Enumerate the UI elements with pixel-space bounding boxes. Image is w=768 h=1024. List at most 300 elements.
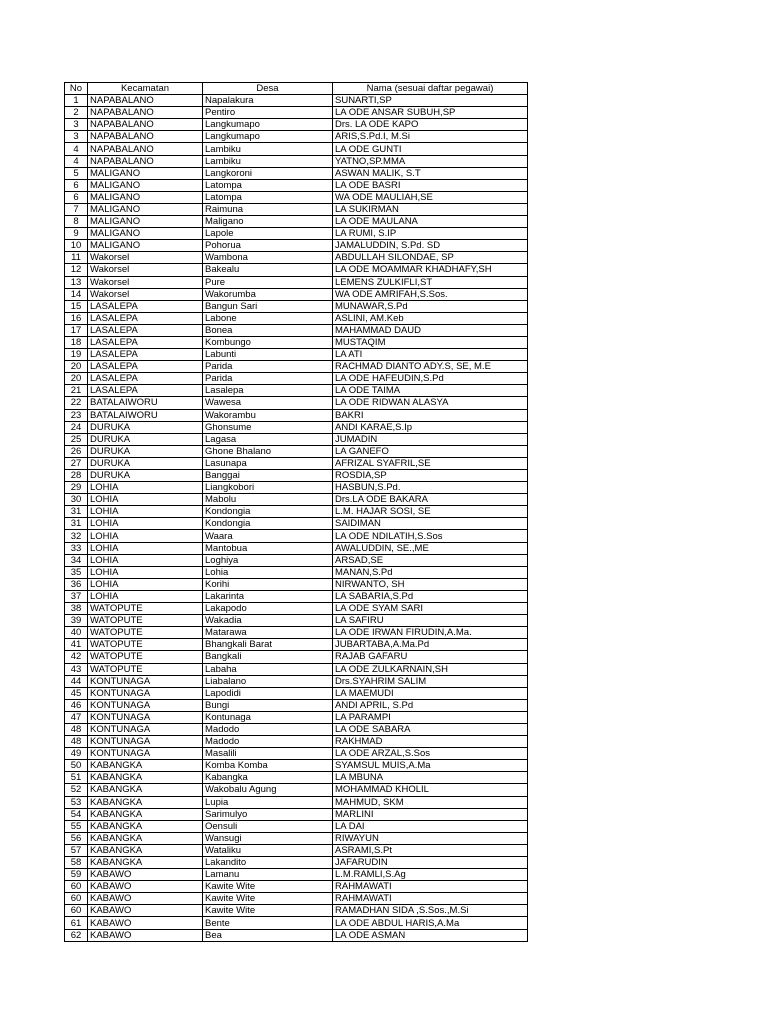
cell-no: 39 [65, 615, 88, 627]
cell-desa: Lakandito [203, 857, 333, 869]
cell-no: 43 [65, 663, 88, 675]
table-row [65, 276, 528, 288]
cell-no: 31 [65, 518, 88, 530]
cell-desa: Kawite Wite [203, 905, 333, 917]
cell-desa: Wansugi [203, 832, 333, 844]
cell-kecamatan: WATOPUTE [88, 639, 203, 651]
cell-kecamatan: LOHIA [88, 506, 203, 518]
cell-no: 13 [65, 276, 88, 288]
cell-nama: LA ODE ARZAL,S.Sos [333, 748, 528, 760]
cell-desa: Madodo [203, 736, 333, 748]
cell-desa: Matarawa [203, 627, 333, 639]
cell-nama: Drs.SYAHRIM SALIM [333, 675, 528, 687]
cell-kecamatan: LASALEPA [88, 300, 203, 312]
cell-nama: LA SUKIRMAN [333, 203, 528, 215]
table-row [65, 663, 528, 675]
cell-no: 14 [65, 288, 88, 300]
cell-no: 36 [65, 578, 88, 590]
cell-no: 20 [65, 373, 88, 385]
cell-no: 21 [65, 385, 88, 397]
cell-kecamatan: KABAWO [88, 881, 203, 893]
cell-nama: MOHAMMAD KHOLIL [333, 784, 528, 796]
cell-desa: Wawesa [203, 397, 333, 409]
cell-desa: Lamanu [203, 869, 333, 881]
cell-kecamatan: LASALEPA [88, 385, 203, 397]
cell-kecamatan: LOHIA [88, 494, 203, 506]
table-row [65, 264, 528, 276]
table-row [65, 651, 528, 663]
cell-no: 32 [65, 530, 88, 542]
cell-nama: LA PARAMPI [333, 711, 528, 723]
header-nama: Nama (sesuai daftar pegawai) [333, 83, 528, 95]
table-row [65, 711, 528, 723]
cell-kecamatan: WATOPUTE [88, 603, 203, 615]
header-row [65, 83, 528, 95]
table-row [65, 820, 528, 832]
cell-kecamatan: LOHIA [88, 578, 203, 590]
cell-no: 51 [65, 772, 88, 784]
cell-nama: WA ODE AMRIFAH,S.Sos. [333, 288, 528, 300]
cell-desa: Wataliku [203, 844, 333, 856]
cell-kecamatan: NAPABALANO [88, 107, 203, 119]
table-row [65, 506, 528, 518]
cell-desa: Lakapodo [203, 603, 333, 615]
cell-kecamatan: KONTUNAGA [88, 736, 203, 748]
cell-no: 48 [65, 723, 88, 735]
table-row [65, 191, 528, 203]
cell-kecamatan: KABAWO [88, 869, 203, 881]
table-row [65, 409, 528, 421]
cell-desa: Kombungo [203, 336, 333, 348]
cell-nama: LA ODE SYAM SARI [333, 603, 528, 615]
table-row [65, 179, 528, 191]
cell-kecamatan: BATALAIWORU [88, 397, 203, 409]
cell-nama: LEMENS ZULKIFLI,ST [333, 276, 528, 288]
cell-nama: AFRIZAL SYAFRIL,SE [333, 457, 528, 469]
cell-desa: Pure [203, 276, 333, 288]
cell-no: 30 [65, 494, 88, 506]
table-row [65, 324, 528, 336]
cell-kecamatan: KABANGKA [88, 857, 203, 869]
table-row [65, 433, 528, 445]
cell-desa: Sarimulyo [203, 808, 333, 820]
cell-kecamatan: KONTUNAGA [88, 687, 203, 699]
cell-kecamatan: WATOPUTE [88, 627, 203, 639]
table-row [65, 143, 528, 155]
cell-kecamatan: LASALEPA [88, 361, 203, 373]
table-row [65, 542, 528, 554]
cell-desa: Langkumapo [203, 131, 333, 143]
cell-kecamatan: NAPABALANO [88, 131, 203, 143]
cell-no: 41 [65, 639, 88, 651]
cell-no: 12 [65, 264, 88, 276]
cell-nama: SYAMSUL MUIS,A.Ma [333, 760, 528, 772]
cell-kecamatan: LASALEPA [88, 312, 203, 324]
cell-desa: Lapodidi [203, 687, 333, 699]
cell-kecamatan: NAPABALANO [88, 119, 203, 131]
cell-no: 28 [65, 470, 88, 482]
cell-nama: MAHMUD, SKM [333, 796, 528, 808]
cell-nama: RAKHMAD [333, 736, 528, 748]
cell-desa: Maligano [203, 216, 333, 228]
cell-kecamatan: KONTUNAGA [88, 675, 203, 687]
table-row [65, 457, 528, 469]
cell-desa: Ghonsume [203, 421, 333, 433]
cell-desa: Bangun Sari [203, 300, 333, 312]
cell-nama: YATNO,SP.MMA [333, 155, 528, 167]
cell-no: 11 [65, 252, 88, 264]
cell-kecamatan: LOHIA [88, 590, 203, 602]
cell-nama: L.M. HAJAR SOSI, SE [333, 506, 528, 518]
cell-nama: Drs. LA ODE KAPO [333, 119, 528, 131]
cell-nama: MUSTAQIM [333, 336, 528, 348]
table-row [65, 772, 528, 784]
table-row [65, 470, 528, 482]
employee-table [64, 82, 528, 942]
cell-desa: Langkumapo [203, 119, 333, 131]
cell-nama: RACHMAD DIANTO ADY.S, SE, M.E [333, 361, 528, 373]
cell-no: 60 [65, 893, 88, 905]
cell-no: 59 [65, 869, 88, 881]
cell-nama: LA DAI [333, 820, 528, 832]
table-row [65, 155, 528, 167]
cell-nama: MANAN,S.Pd [333, 566, 528, 578]
cell-kecamatan: KABANGKA [88, 832, 203, 844]
cell-desa: Liabalano [203, 675, 333, 687]
cell-kecamatan: KABAWO [88, 905, 203, 917]
cell-nama: LA ODE HAFEUDIN,S.Pd [333, 373, 528, 385]
cell-desa: Masalili [203, 748, 333, 760]
cell-no: 4 [65, 155, 88, 167]
table-row [65, 119, 528, 131]
table-row [65, 796, 528, 808]
cell-desa: Lakarinta [203, 590, 333, 602]
cell-nama: LA ODE ANSAR SUBUH,SP [333, 107, 528, 119]
cell-desa: Madodo [203, 723, 333, 735]
cell-no: 3 [65, 131, 88, 143]
cell-kecamatan: LOHIA [88, 530, 203, 542]
cell-kecamatan: LOHIA [88, 566, 203, 578]
cell-no: 42 [65, 651, 88, 663]
cell-nama: LA SAFIRU [333, 615, 528, 627]
cell-nama: LA SABARIA,S.Pd [333, 590, 528, 602]
cell-desa: Lohia [203, 566, 333, 578]
table-row [65, 590, 528, 602]
table-row [65, 300, 528, 312]
cell-desa: Lasalepa [203, 385, 333, 397]
cell-desa: Kondongia [203, 518, 333, 530]
cell-nama: LA ODE MAULANA [333, 216, 528, 228]
cell-desa: Loghiya [203, 554, 333, 566]
cell-no: 1 [65, 95, 88, 107]
header-no: No [65, 83, 88, 95]
table-row [65, 482, 528, 494]
cell-nama: AWALUDDIN, SE.,ME [333, 542, 528, 554]
cell-no: 44 [65, 675, 88, 687]
cell-desa: Wakobalu Agung [203, 784, 333, 796]
cell-no: 22 [65, 397, 88, 409]
cell-desa: Bonea [203, 324, 333, 336]
cell-kecamatan: WATOPUTE [88, 663, 203, 675]
table-row [65, 349, 528, 361]
cell-desa: Latompa [203, 179, 333, 191]
cell-nama: RAHMAWATI [333, 893, 528, 905]
cell-nama: ROSDIA,SP [333, 470, 528, 482]
cell-no: 61 [65, 917, 88, 929]
table-row [65, 723, 528, 735]
cell-no: 26 [65, 445, 88, 457]
table-row [65, 494, 528, 506]
cell-desa: Komba Komba [203, 760, 333, 772]
cell-kecamatan: DURUKA [88, 470, 203, 482]
cell-nama: ASRAMI,S.Pt [333, 844, 528, 856]
cell-kecamatan: LOHIA [88, 482, 203, 494]
cell-no: 23 [65, 409, 88, 421]
cell-nama: JUBARTABA,A.Ma.Pd [333, 639, 528, 651]
cell-kecamatan: DURUKA [88, 445, 203, 457]
table-row [65, 639, 528, 651]
cell-no: 54 [65, 808, 88, 820]
cell-kecamatan: LASALEPA [88, 349, 203, 361]
cell-kecamatan: KABAWO [88, 929, 203, 941]
cell-nama: ARSAD,SE [333, 554, 528, 566]
cell-nama: RAMADHAN SIDA ,S.Sos.,M.Si [333, 905, 528, 917]
cell-kecamatan: Wakorsel [88, 252, 203, 264]
cell-desa: Oensuli [203, 820, 333, 832]
table-row [65, 615, 528, 627]
cell-no: 45 [65, 687, 88, 699]
cell-kecamatan: KABANGKA [88, 844, 203, 856]
cell-nama: LA RUMI, S.IP [333, 228, 528, 240]
cell-kecamatan: KONTUNAGA [88, 723, 203, 735]
cell-no: 35 [65, 566, 88, 578]
cell-kecamatan: Wakorsel [88, 264, 203, 276]
cell-nama: ANDI KARAE,S.Ip [333, 421, 528, 433]
table-row [65, 893, 528, 905]
cell-desa: Kawite Wite [203, 881, 333, 893]
header-desa: Desa [203, 83, 333, 95]
cell-kecamatan: DURUKA [88, 421, 203, 433]
cell-nama: SAIDIMAN [333, 518, 528, 530]
table-row [65, 107, 528, 119]
table-row [65, 760, 528, 772]
cell-kecamatan: LOHIA [88, 554, 203, 566]
cell-desa: Labaha [203, 663, 333, 675]
cell-kecamatan: LOHIA [88, 542, 203, 554]
cell-no: 6 [65, 179, 88, 191]
table-row [65, 131, 528, 143]
cell-no: 33 [65, 542, 88, 554]
table-row [65, 784, 528, 796]
cell-no: 2 [65, 107, 88, 119]
table-row [65, 869, 528, 881]
cell-no: 27 [65, 457, 88, 469]
cell-kecamatan: LASALEPA [88, 373, 203, 385]
cell-no: 40 [65, 627, 88, 639]
cell-no: 60 [65, 881, 88, 893]
cell-no: 55 [65, 820, 88, 832]
cell-desa: Pohorua [203, 240, 333, 252]
cell-nama: NIRWANTO, SH [333, 578, 528, 590]
cell-kecamatan: NAPABALANO [88, 95, 203, 107]
cell-kecamatan: NAPABALANO [88, 143, 203, 155]
cell-nama: MUNAWAR,S.Pd [333, 300, 528, 312]
cell-kecamatan: KABANGKA [88, 820, 203, 832]
cell-nama: ANDI APRIL, S.Pd [333, 699, 528, 711]
cell-desa: Lambiku [203, 143, 333, 155]
cell-no: 3 [65, 119, 88, 131]
cell-desa: Bhangkali Barat [203, 639, 333, 651]
cell-desa: Labunti [203, 349, 333, 361]
cell-nama: JAMALUDDIN, S.Pd. SD [333, 240, 528, 252]
cell-desa: Bente [203, 917, 333, 929]
cell-no: 24 [65, 421, 88, 433]
cell-kecamatan: LOHIA [88, 518, 203, 530]
cell-desa: Parida [203, 361, 333, 373]
cell-nama: SUNARTI,SP [333, 95, 528, 107]
cell-desa: Langkoroni [203, 167, 333, 179]
cell-kecamatan: KABANGKA [88, 784, 203, 796]
table-row [65, 252, 528, 264]
cell-kecamatan: MALIGANO [88, 203, 203, 215]
table-row [65, 336, 528, 348]
cell-no: 31 [65, 506, 88, 518]
cell-kecamatan: DURUKA [88, 433, 203, 445]
cell-no: 9 [65, 228, 88, 240]
cell-no: 34 [65, 554, 88, 566]
table-row [65, 905, 528, 917]
cell-desa: Bangkali [203, 651, 333, 663]
cell-nama: Drs.LA ODE BAKARA [333, 494, 528, 506]
table-row [65, 736, 528, 748]
cell-desa: Ghone Bhalano [203, 445, 333, 457]
cell-nama: JUMADIN [333, 433, 528, 445]
cell-nama: ASWAN MALIK, S.T [333, 167, 528, 179]
cell-no: 47 [65, 711, 88, 723]
cell-desa: Lagasa [203, 433, 333, 445]
cell-no: 60 [65, 905, 88, 917]
cell-kecamatan: WATOPUTE [88, 651, 203, 663]
table-row [65, 917, 528, 929]
cell-nama: ASLINI, AM.Keb [333, 312, 528, 324]
cell-kecamatan: WATOPUTE [88, 615, 203, 627]
cell-no: 4 [65, 143, 88, 155]
cell-desa: Lapole [203, 228, 333, 240]
table-row [65, 288, 528, 300]
cell-no: 58 [65, 857, 88, 869]
table-row [65, 566, 528, 578]
cell-nama: ARIS,S.Pd.I, M.Si [333, 131, 528, 143]
cell-desa: Latompa [203, 191, 333, 203]
cell-kecamatan: MALIGANO [88, 228, 203, 240]
cell-no: 49 [65, 748, 88, 760]
table-row [65, 929, 528, 941]
cell-nama: RAHMAWATI [333, 881, 528, 893]
cell-nama: LA ODE BASRI [333, 179, 528, 191]
table-row [65, 203, 528, 215]
cell-nama: LA ODE TAIMA [333, 385, 528, 397]
cell-kecamatan: KABANGKA [88, 796, 203, 808]
table-row [65, 603, 528, 615]
cell-no: 37 [65, 590, 88, 602]
table-row [65, 627, 528, 639]
cell-no: 56 [65, 832, 88, 844]
cell-kecamatan: MALIGANO [88, 240, 203, 252]
cell-no: 62 [65, 929, 88, 941]
cell-desa: Labone [203, 312, 333, 324]
table-row [65, 832, 528, 844]
cell-nama: WA ODE MAULIAH,SE [333, 191, 528, 203]
cell-no: 25 [65, 433, 88, 445]
cell-desa: Mantobua [203, 542, 333, 554]
table-row [65, 95, 528, 107]
cell-desa: Lambiku [203, 155, 333, 167]
cell-no: 46 [65, 699, 88, 711]
cell-no: 6 [65, 191, 88, 203]
cell-nama: LA ODE GUNTI [333, 143, 528, 155]
cell-kecamatan: MALIGANO [88, 179, 203, 191]
cell-desa: Lupia [203, 796, 333, 808]
cell-kecamatan: KABAWO [88, 917, 203, 929]
cell-no: 17 [65, 324, 88, 336]
cell-kecamatan: BATALAIWORU [88, 409, 203, 421]
cell-nama: LA MBUNA [333, 772, 528, 784]
table-row [65, 687, 528, 699]
table-row [65, 530, 528, 542]
cell-kecamatan: KABANGKA [88, 772, 203, 784]
cell-kecamatan: MALIGANO [88, 167, 203, 179]
cell-kecamatan: LASALEPA [88, 336, 203, 348]
cell-desa: Bungi [203, 699, 333, 711]
cell-desa: Bea [203, 929, 333, 941]
cell-nama: LA ATI [333, 349, 528, 361]
table-row [65, 167, 528, 179]
cell-kecamatan: NAPABALANO [88, 155, 203, 167]
table-row [65, 699, 528, 711]
cell-kecamatan: Wakorsel [88, 288, 203, 300]
cell-kecamatan: LASALEPA [88, 324, 203, 336]
cell-kecamatan: KONTUNAGA [88, 711, 203, 723]
cell-nama: LA ODE IRWAN FIRUDIN,A.Ma. [333, 627, 528, 639]
cell-no: 16 [65, 312, 88, 324]
table-row [65, 312, 528, 324]
table-row [65, 518, 528, 530]
cell-nama: MAHAMMAD DAUD [333, 324, 528, 336]
cell-desa: Mabolu [203, 494, 333, 506]
table-row [65, 216, 528, 228]
cell-desa: Wakorambu [203, 409, 333, 421]
table-row [65, 844, 528, 856]
table-row [65, 554, 528, 566]
cell-no: 20 [65, 361, 88, 373]
table-row [65, 675, 528, 687]
table-row [65, 385, 528, 397]
cell-nama: RIWAYUN [333, 832, 528, 844]
cell-no: 29 [65, 482, 88, 494]
cell-desa: Wakadia [203, 615, 333, 627]
table-row [65, 857, 528, 869]
cell-desa: Wambona [203, 252, 333, 264]
cell-no: 52 [65, 784, 88, 796]
cell-nama: JAFARUDIN [333, 857, 528, 869]
table-row [65, 397, 528, 409]
table-row [65, 228, 528, 240]
cell-nama: LA ODE SABARA [333, 723, 528, 735]
cell-nama: LA ODE ASMAN [333, 929, 528, 941]
cell-desa: Liangkobori [203, 482, 333, 494]
cell-no: 5 [65, 167, 88, 179]
table-row [65, 421, 528, 433]
